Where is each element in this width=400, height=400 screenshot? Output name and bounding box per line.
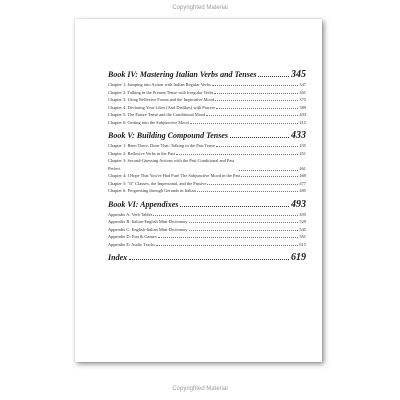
dot-leader bbox=[180, 206, 289, 207]
dot-leader bbox=[206, 115, 298, 116]
toc-entry bbox=[108, 111, 306, 119]
dot-leader bbox=[129, 259, 289, 260]
table-of-contents bbox=[108, 66, 306, 267]
book-page-number: 619 bbox=[291, 252, 306, 263]
dot-leader bbox=[215, 100, 298, 101]
toc-entry bbox=[108, 142, 306, 150]
entry-page: 477 bbox=[299, 180, 306, 186]
entry-page: 461 bbox=[299, 165, 306, 171]
dot-leader bbox=[189, 230, 299, 231]
dot-leader bbox=[214, 93, 298, 94]
toc-entry bbox=[108, 233, 306, 241]
toc-entry bbox=[108, 218, 306, 226]
entry-page: 545 bbox=[299, 226, 306, 232]
book-title: Index bbox=[108, 253, 128, 262]
book-heading bbox=[108, 251, 306, 264]
book-title: Book V: Building Compound Tenses bbox=[108, 131, 229, 140]
entry-page: 529 bbox=[299, 219, 306, 224]
entry-page: 361 bbox=[299, 89, 306, 95]
toc-entry bbox=[108, 157, 306, 172]
entry-title: Appendix D: Fun & Games bbox=[108, 234, 157, 239]
entry-page: 403 bbox=[299, 112, 306, 117]
entry-page: 375 bbox=[299, 97, 306, 102]
book-page-number: 433 bbox=[291, 130, 306, 141]
toc-entry bbox=[108, 150, 306, 158]
dot-leader bbox=[156, 245, 298, 246]
dot-leader bbox=[212, 85, 299, 86]
entry-title: Chapter 3: Using Reflexive Forms and the Imperative Mood bbox=[108, 97, 215, 102]
toc-entry bbox=[108, 180, 306, 188]
entry-page: 615 bbox=[299, 241, 306, 247]
entry-title: Chapter 2: Reflexive Verbs in the Past bbox=[108, 150, 175, 156]
entry-title: Chapter 3: Second-Guessing Actions with the Past Conditional and Past Perfect bbox=[108, 158, 235, 171]
entry-title: Appendix E: Audio Tracks bbox=[108, 241, 155, 247]
entry-title: Appendix A: Verb Tables bbox=[108, 211, 153, 217]
entry-page: 561 bbox=[299, 234, 306, 239]
book-heading bbox=[108, 68, 306, 81]
book-heading bbox=[108, 198, 306, 211]
dot-leader bbox=[153, 215, 298, 216]
entry-title: Appendix C: English-Italian Mini-Dictionary bbox=[108, 226, 188, 232]
book-page bbox=[75, 19, 322, 362]
toc-entry bbox=[108, 119, 306, 127]
dot-leader bbox=[216, 146, 299, 147]
toc-entry bbox=[108, 241, 306, 249]
book-title: Book VI: Appendixes bbox=[108, 199, 179, 209]
entry-title: Chapter 6: Progressing through Gerunds in Italian bbox=[108, 188, 196, 193]
dot-leader bbox=[207, 184, 298, 185]
dot-leader bbox=[176, 154, 298, 155]
dot-leader bbox=[239, 170, 298, 171]
entry-title: Chapter 5: The Future Tense and the Conditional Mood bbox=[108, 112, 206, 117]
entry-page: 485 bbox=[299, 188, 306, 193]
entry-title: Chapter 4: Declaring Your Likes (And Dislikes) with Piacere bbox=[108, 104, 216, 110]
entry-page: 435 bbox=[299, 143, 306, 148]
entry-title: Chapter 5: "If" Clauses, the Impersonal, and the Passive bbox=[108, 180, 207, 186]
toc-book-v bbox=[108, 129, 306, 195]
entry-title: Chapter 2: Talking in the Present Tense with Irregular Verbs bbox=[108, 89, 214, 95]
copyright-watermark-bottom: Copyrighted Material bbox=[172, 386, 228, 392]
entry-title: Appendix B: Italian-English Mini-Dictionary bbox=[108, 219, 188, 224]
toc-entry bbox=[108, 81, 306, 89]
toc-entry bbox=[108, 187, 306, 195]
book-title: Book IV: Mastering Italian Verbs and Tenses bbox=[108, 70, 257, 79]
entry-page: 469 bbox=[299, 173, 306, 178]
entry-page: 389 bbox=[299, 104, 306, 110]
dot-leader bbox=[241, 176, 298, 177]
book-page-number: 345 bbox=[291, 69, 306, 80]
dot-leader bbox=[258, 76, 289, 77]
book-page-number: 493 bbox=[291, 198, 306, 210]
dot-leader bbox=[158, 237, 299, 238]
toc-book-vi bbox=[108, 198, 306, 249]
book-heading bbox=[108, 129, 306, 142]
toc-book-iv bbox=[108, 68, 306, 126]
dot-leader bbox=[197, 191, 299, 192]
entry-page: 495 bbox=[299, 211, 306, 217]
toc-entry bbox=[108, 172, 306, 180]
toc-entry bbox=[108, 89, 306, 97]
entry-page: 451 bbox=[299, 150, 306, 156]
toc-entry bbox=[108, 96, 306, 104]
entry-page: 347 bbox=[299, 82, 306, 87]
toc-entry bbox=[108, 211, 306, 219]
dot-leader bbox=[189, 222, 299, 223]
toc-entry bbox=[108, 104, 306, 112]
entry-title: Chapter 4: I Hope That You've Had Fun! The Subjunctive Mood in the Past bbox=[108, 173, 241, 178]
entry-page: 415 bbox=[299, 119, 306, 125]
dot-leader bbox=[230, 137, 289, 138]
dot-leader bbox=[216, 108, 298, 109]
copyright-watermark-top: Copyrighted Material bbox=[172, 5, 228, 11]
entry-title: Chapter 1: Jumping into Action with Italian Regular Verbs bbox=[108, 82, 211, 87]
toc-index bbox=[108, 251, 306, 264]
toc-entry bbox=[108, 226, 306, 234]
dot-leader bbox=[190, 123, 299, 124]
entry-title: Chapter 6: Getting into the Subjunctive Mood bbox=[108, 119, 189, 125]
entry-title: Chapter 1: Been There, Done That: Talking in the Past Tense bbox=[108, 143, 215, 148]
